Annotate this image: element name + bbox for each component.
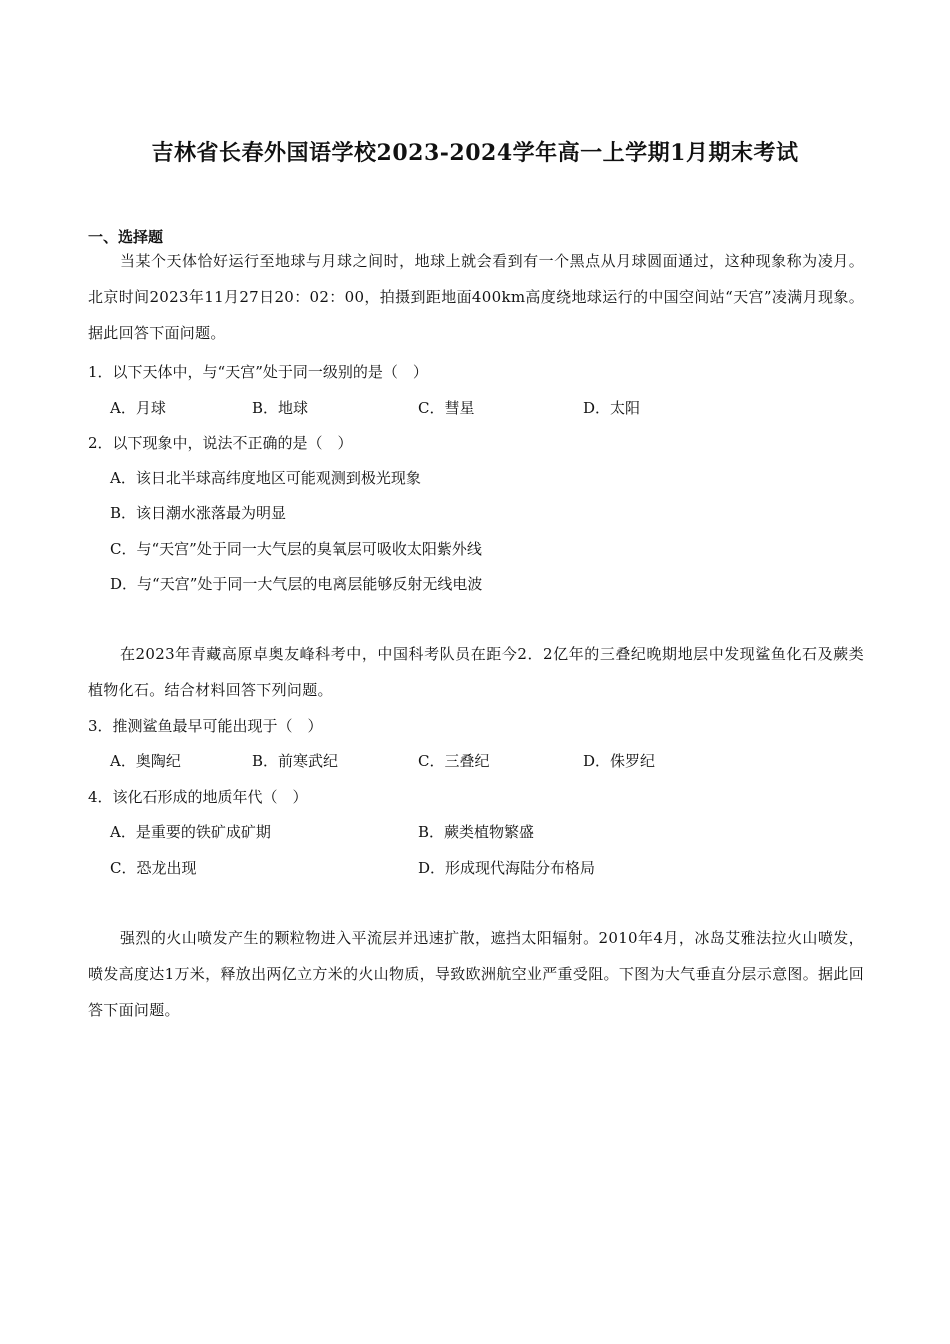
passage-3: 强烈的火山喷发产生的颗粒物进入平流层并迅速扩散，遮挡太阳辐射。2010年4月，冰岛艾雅法拉火山喷发，喷发高度达1万米，释放出两亿立方米的火山物质，导致欧洲航空业严重受阻。下图为大气垂直分层示意图。据此回答下面问题。 (88, 929, 864, 1019)
q2-option-a: A．该日北半球高纬度地区可能观测到极光现象 (110, 469, 421, 487)
q1-option-b: B．地球 (252, 399, 309, 417)
exam-title: 吉林省长春外国语学校2023-2024学年高一上学期1月期末考试 (151, 140, 799, 166)
q3-option-c: C．三叠纪 (418, 752, 490, 770)
q2-option-d: D．与“天宫”处于同一大气层的电离层能够反射无线电波 (110, 575, 483, 593)
question-1: 1．以下天体中，与“天宫”处于同一级别的是（ ） (88, 363, 428, 381)
question-3: 3．推测鲨鱼最早可能出现于（ ） (88, 717, 323, 735)
passage-1: 当某个天体恰好运行至地球与月球之间时，地球上就会看到有一个黑点从月球圆面通过，这种现象称为凌月。北京时间2023年11月27日20：02：00，拍摄到距地面400km高度绕地球运行的中国空间站“天宫”凌满月现象。据此回答下面问题。 (88, 252, 864, 342)
q1-option-d: D．太阳 (583, 399, 641, 417)
q3-option-a: A．奥陶纪 (110, 752, 181, 770)
question-2: 2．以下现象中，说法不正确的是（ ） (88, 434, 353, 452)
q4-option-b: B．蕨类植物繁盛 (418, 823, 535, 841)
q2-option-c: C．与“天宫”处于同一大气层的臭氧层可吸收太阳紫外线 (110, 540, 482, 558)
q4-option-d: D．形成现代海陆分布格局 (418, 859, 596, 877)
section-heading: 一、选择题 (88, 228, 164, 246)
q2-option-b: B．该日潮水涨落最为明显 (110, 504, 287, 522)
q4-option-c: C．恐龙出现 (110, 859, 197, 877)
passage-2: 在2023年青藏高原卓奥友峰科考中，中国科考队员在距今2．2亿年的三叠纪晚期地层中发现鲨鱼化石及蕨类植物化石。结合材料回答下列问题。 (88, 645, 864, 699)
q1-option-a: A．月球 (110, 399, 166, 417)
q1-option-c: C．彗星 (418, 399, 475, 417)
q3-option-d: D．侏罗纪 (583, 752, 656, 770)
q3-option-b: B．前寒武纪 (252, 752, 339, 770)
question-4: 4．该化石形成的地质年代（ ） (88, 788, 308, 806)
q4-option-a: A．是重要的铁矿成矿期 (110, 823, 271, 841)
